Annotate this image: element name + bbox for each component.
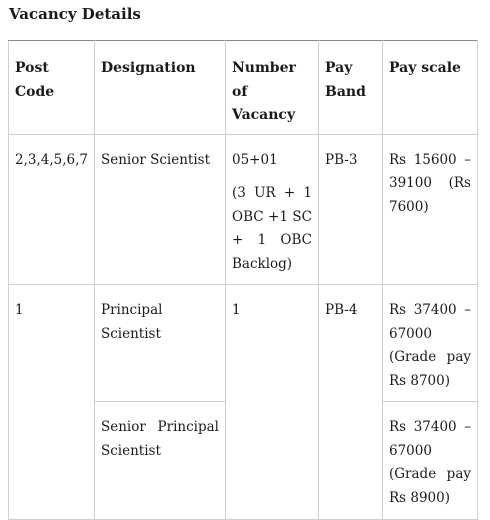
cell-vacancy — [226, 134, 319, 285]
cell-pay-band: PB-4 — [319, 285, 383, 520]
header-pay-scale: Pay scale — [383, 41, 478, 135]
header-post-code: Post Code — [9, 41, 95, 135]
cell-pay-scale: Rs 37400 – 67000 (Grade pay Rs 8900) — [383, 402, 478, 520]
cell-pay-scale: Rs 37400 – 67000 (Grade pay Rs 8700) — [383, 285, 478, 402]
vacancy-count: 05+01 — [232, 151, 278, 168]
cell-designation: Senior Principal Scientist — [95, 402, 226, 520]
cell-post-code: 1 — [9, 285, 95, 520]
section-title: Vacancy Details — [9, 5, 141, 23]
cell-pay-scale: Rs 15600 – 39100 (Rs 7600) — [383, 134, 478, 285]
table-header-row — [9, 41, 478, 135]
cell-pay-band: PB-3 — [319, 134, 383, 285]
header-pay-band: Pay Band — [319, 41, 383, 135]
cell-designation: Principal Scientist — [95, 285, 226, 402]
header-designation: Designation — [95, 41, 226, 135]
header-number-of-vacancy: Number of Vacancy — [226, 41, 319, 135]
cell-vacancy: 1 — [226, 285, 319, 520]
cell-post-code: 2,3,4,5,6,7 — [9, 134, 95, 285]
cell-designation: Senior Scientist — [95, 134, 226, 285]
vacancy-breakdown: (3 UR + 1 OBC +1 SC + 1 OBC Backlog) — [232, 185, 312, 272]
table-row — [9, 134, 478, 285]
table-row — [9, 285, 478, 402]
vacancy-details-table — [8, 40, 478, 520]
